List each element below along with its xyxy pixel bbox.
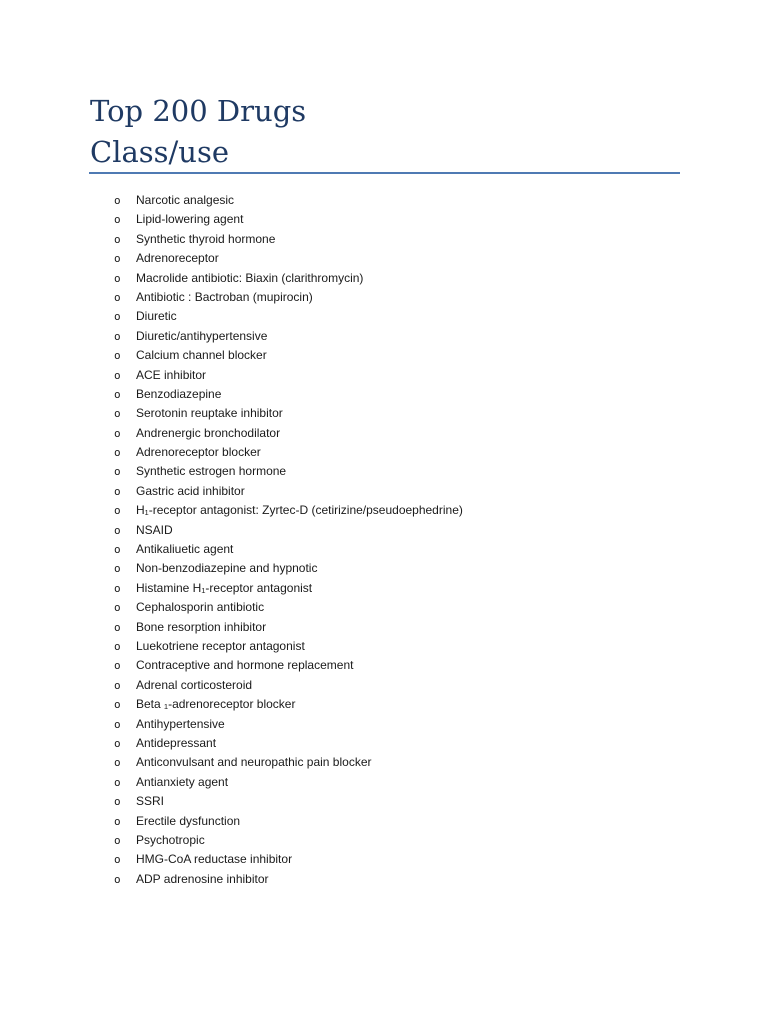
- list-item-text: ADP adrenosine inhibitor: [136, 871, 269, 886]
- bullet-icon: o: [114, 426, 121, 440]
- list-item-text: Erectile dysfunction: [136, 813, 241, 828]
- list-item: [0, 637, 768, 656]
- list-item-text: Antidepressant: [136, 735, 217, 750]
- bullet-icon: o: [114, 562, 121, 576]
- list-item: [0, 773, 768, 792]
- list-item: [0, 366, 768, 385]
- list-item-text: Non-benzodiazepine and hypnotic: [136, 561, 318, 576]
- list-item-text: Adrenal corticosteroid: [136, 677, 253, 692]
- list-item-text: Synthetic thyroid hormone: [136, 231, 276, 246]
- list-item-text: Andrenergic bronchodilator: [136, 425, 281, 440]
- bullet-icon: o: [114, 465, 121, 479]
- list-item: [0, 831, 768, 850]
- list-item: [0, 870, 768, 889]
- list-item: [0, 598, 768, 617]
- bullet-icon: o: [114, 601, 121, 615]
- list-item: [0, 424, 768, 443]
- bullet-icon: o: [114, 310, 121, 324]
- list-item: [0, 288, 768, 307]
- list-item-text: Beta ₁-adrenoreceptor blocker: [136, 697, 296, 712]
- list-item: [0, 269, 768, 288]
- bullet-icon: o: [114, 872, 121, 886]
- list-item-text: Contraceptive and hormone replacement: [136, 658, 354, 673]
- list-item-text: Calcium channel blocker: [136, 348, 267, 363]
- bullet-icon: o: [114, 736, 121, 750]
- list-item: [0, 307, 768, 326]
- list-item: [0, 230, 768, 249]
- bullet-icon: o: [114, 232, 121, 246]
- page-title: [90, 91, 680, 173]
- list-item: [0, 618, 768, 637]
- list-item-text: HMG-CoA reductase inhibitor: [136, 852, 293, 867]
- list-item: [0, 540, 768, 559]
- bullet-icon: o: [114, 659, 121, 673]
- bullet-icon: o: [114, 213, 121, 227]
- bullet-icon: o: [114, 368, 121, 382]
- bullet-icon: o: [114, 698, 121, 712]
- bullet-icon: o: [114, 678, 121, 692]
- bullet-icon: o: [114, 194, 121, 207]
- list-item: [0, 734, 768, 753]
- list-item: [0, 462, 768, 481]
- list-item-text: Bone resorption inhibitor: [136, 619, 267, 634]
- bullet-icon: o: [114, 833, 121, 847]
- list-item-text: Antikaliuetic agent: [136, 542, 234, 557]
- bullet-icon: o: [114, 775, 121, 789]
- bullet-icon: o: [114, 639, 121, 653]
- bullet-icon: o: [114, 349, 121, 363]
- list-item: [0, 385, 768, 404]
- list-item: [0, 501, 768, 520]
- bullet-icon: o: [114, 756, 121, 770]
- list-item-text: Adrenoreceptor: [136, 251, 219, 266]
- list-item-text: NSAID: [136, 522, 173, 537]
- bullet-icon: o: [114, 504, 121, 518]
- list-item-text: Luekotriene receptor antagonist: [136, 638, 305, 653]
- list-item-text: H₁-receptor antagonist: Zyrtec-D (cetirizine/pseudoephedrine): [136, 503, 463, 518]
- list-item-text: Gastric acid inhibitor: [136, 483, 245, 498]
- list-item-text: Macrolide antibiotic: Biaxin (clarithromycin): [136, 270, 364, 285]
- list-item-text: Serotonin reuptake inhibitor: [136, 406, 283, 421]
- list-item-text: Cephalosporin antibiotic: [136, 600, 265, 615]
- bullet-icon: o: [114, 717, 121, 731]
- bullet-icon: o: [114, 795, 121, 809]
- list-item-text: Diuretic: [136, 309, 177, 324]
- list-item: [0, 443, 768, 462]
- drug-class-list: [0, 191, 768, 889]
- list-item: [0, 559, 768, 578]
- bullet-icon: o: [114, 523, 121, 537]
- list-item: [0, 850, 768, 869]
- bullet-icon: o: [114, 814, 121, 828]
- list-item: [0, 327, 768, 346]
- list-item-text: Diuretic/antihypertensive: [136, 328, 268, 343]
- list-item-text: Adrenoreceptor blocker: [136, 445, 261, 460]
- list-item-text: Psychotropic: [136, 832, 205, 847]
- bullet-icon: o: [114, 620, 121, 634]
- list-item: [0, 579, 768, 598]
- list-item: [0, 404, 768, 423]
- list-item-text: Benzodiazepine: [136, 386, 222, 401]
- list-item: [0, 812, 768, 831]
- bullet-icon: o: [114, 853, 121, 867]
- list-item-text: Narcotic analgesic: [136, 193, 235, 207]
- bullet-icon: o: [114, 407, 121, 421]
- list-item: [0, 482, 768, 501]
- title-divider: [89, 172, 680, 174]
- list-item-text: Antibiotic : Bactroban (mupirocin): [136, 289, 313, 304]
- list-item: [0, 210, 768, 229]
- bullet-icon: o: [114, 446, 121, 460]
- list-item: [0, 715, 768, 734]
- title-line-2: Class/use: [90, 135, 230, 169]
- bullet-icon: o: [114, 484, 121, 498]
- list-item-text: Histamine H₁-receptor antagonist: [136, 580, 313, 595]
- list-item-text: Antihypertensive: [136, 716, 225, 731]
- list-item-text: Synthetic estrogen hormone: [136, 464, 287, 479]
- list-item-text: ACE inhibitor: [136, 367, 207, 382]
- bullet-icon: o: [114, 581, 121, 595]
- list-item-text: Lipid-lowering agent: [136, 212, 244, 227]
- bullet-icon: o: [114, 271, 121, 285]
- bullet-icon: o: [114, 387, 121, 401]
- list-item: [0, 249, 768, 268]
- list-item: [0, 521, 768, 540]
- list-item: [0, 191, 768, 210]
- list-item: [0, 676, 768, 695]
- list-item: [0, 695, 768, 714]
- bullet-icon: o: [114, 329, 121, 343]
- list-item-text: Antianxiety agent: [136, 774, 229, 789]
- list-item: [0, 346, 768, 365]
- list-item: [0, 792, 768, 811]
- bullet-icon: o: [114, 543, 121, 557]
- title-line-1: Top 200 Drugs: [90, 94, 307, 128]
- list-item-text: Anticonvulsant and neuropathic pain blocker: [136, 755, 372, 770]
- list-item: [0, 656, 768, 675]
- bullet-icon: o: [114, 290, 121, 304]
- list-item-text: SSRI: [136, 794, 165, 809]
- bullet-icon: o: [114, 252, 121, 266]
- list-item: [0, 753, 768, 772]
